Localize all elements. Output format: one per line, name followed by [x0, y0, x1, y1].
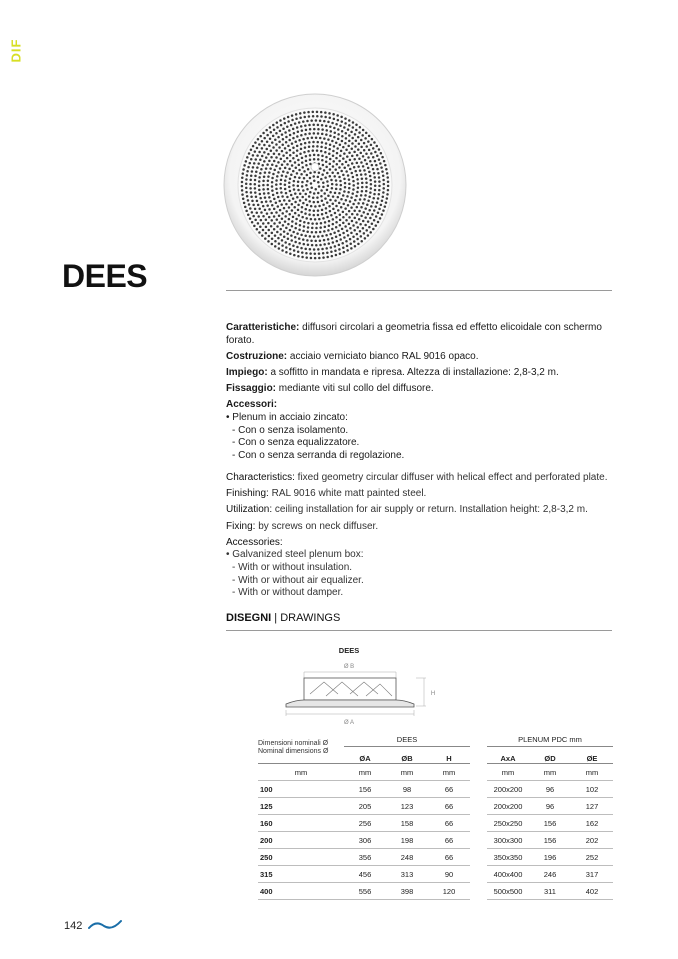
- table-cell: 205: [344, 798, 386, 815]
- table-cell: 196: [529, 849, 571, 866]
- characteristics-paragraph: [226, 472, 618, 485]
- impiego-text: a soffitto in mandata e ripresa. Altezza di installazione: 2,8-3,2 m.: [267, 366, 559, 378]
- drawings-heading-it: DISEGNI: [226, 612, 272, 624]
- table-cell: 300x300: [487, 832, 529, 849]
- page-number: 142: [64, 920, 83, 932]
- impiego-paragraph: [226, 367, 618, 380]
- table-row: [487, 798, 613, 815]
- plenum-group-header: PLENUM PDC mm: [487, 732, 613, 747]
- dees-dimensions-table: [258, 732, 470, 900]
- table-cell: 400: [258, 883, 344, 900]
- finishing-label: Finishing:: [226, 488, 269, 500]
- column-header: ØA: [359, 754, 371, 763]
- table-cell: 90: [428, 866, 470, 883]
- table-cell: 311: [529, 883, 571, 900]
- table-cell: 315: [258, 866, 344, 883]
- drawing-title: DEES: [338, 646, 360, 655]
- accessories-item: - With or without insulation.: [232, 561, 353, 573]
- table-cell: 246: [529, 866, 571, 883]
- caratteristiche-label: Caratteristiche:: [226, 322, 300, 333]
- table-cell: 66: [428, 815, 470, 832]
- fixing-text: by screws on neck diffuser.: [255, 520, 379, 532]
- table-cell: 306: [344, 832, 386, 849]
- table-cell: 100: [258, 781, 344, 798]
- dees-group-header: DEES: [344, 732, 470, 747]
- plenum-dimensions-table: [487, 732, 613, 900]
- description-italian: [226, 322, 618, 462]
- accessori-item: - Con o senza equalizzatore.: [232, 437, 360, 449]
- drawings-heading-separator: |: [271, 612, 281, 624]
- table-cell: 456: [344, 866, 386, 883]
- table-cell: 102: [571, 781, 613, 798]
- costruzione-paragraph: [226, 351, 618, 364]
- table-cell: 96: [529, 781, 571, 798]
- dimension-b-label: Ø B: [343, 664, 355, 670]
- table-row: [487, 832, 613, 849]
- finishing-paragraph: [226, 488, 618, 501]
- product-photo: [222, 92, 408, 278]
- utilization-text: ceiling installation for air supply or return. Installation height: 2,8-3,2 m.: [272, 504, 588, 516]
- table-cell: 120: [428, 883, 470, 900]
- dimension-h-label: H: [430, 691, 436, 697]
- fissaggio-paragraph: [226, 383, 618, 396]
- section-tab-label: DIF: [8, 38, 24, 62]
- drawings-heading-en: DRAWINGS: [280, 612, 341, 624]
- column-header: AxA: [500, 754, 516, 763]
- costruzione-text: acciaio verniciato bianco RAL 9016 opaco.: [287, 350, 479, 362]
- table-cell: 248: [386, 849, 428, 866]
- table-cell: 398: [386, 883, 428, 900]
- drawings-heading: [226, 612, 340, 624]
- drawings-divider: [226, 630, 612, 631]
- table-cell: 356: [344, 849, 386, 866]
- table-row: [487, 866, 613, 883]
- unit-cell: mm: [529, 764, 571, 781]
- accessori-item: - Con o senza isolamento.: [232, 424, 349, 436]
- table-cell: 200x200: [487, 798, 529, 815]
- fissaggio-text: mediante viti sul collo del diffusore.: [276, 383, 434, 395]
- table-cell: 198: [386, 832, 428, 849]
- unit-cell: mm: [258, 764, 344, 781]
- table-cell: 125: [258, 798, 344, 815]
- table-row: [487, 849, 613, 866]
- accessori-label: Accessori:: [226, 399, 278, 411]
- title-divider: [226, 290, 612, 291]
- table-cell: 156: [344, 781, 386, 798]
- table-row: [258, 866, 470, 883]
- dimension-a-label: Ø A: [343, 720, 355, 726]
- table-row: [258, 781, 470, 798]
- product-title: DEES: [62, 258, 148, 294]
- table-cell: 402: [571, 883, 613, 900]
- finishing-text: RAL 9016 white matt painted steel.: [268, 488, 427, 500]
- characteristics-text: fixed geometry circular diffuser with helical effect and perforated plate.: [294, 472, 608, 483]
- table-cell: 98: [386, 781, 428, 798]
- unit-cell: mm: [487, 764, 529, 781]
- description-english: [226, 472, 618, 600]
- fissaggio-label: Fissaggio:: [226, 383, 277, 395]
- table-row: [258, 798, 470, 815]
- diffuser-rim: [286, 700, 414, 707]
- accessories-item: - With or without air equalizer.: [232, 574, 364, 586]
- dimensions-caption-it: Dimensioni nominali Ø: [258, 739, 329, 747]
- table-row: [487, 815, 613, 832]
- accessories-item: - With or without damper.: [232, 587, 344, 599]
- table-cell: 66: [428, 832, 470, 849]
- accessori-item: - Con o senza serranda di regolazione.: [232, 449, 405, 461]
- accessori-block: [226, 399, 618, 462]
- table-row: [258, 815, 470, 832]
- table-cell: 200x200: [487, 781, 529, 798]
- table-cell: 66: [428, 798, 470, 815]
- table-cell: 313: [386, 866, 428, 883]
- impiego-label: Impiego:: [226, 366, 268, 378]
- unit-cell: mm: [428, 764, 470, 781]
- column-header: ØB: [401, 754, 413, 763]
- brand-logo-icon: [88, 918, 122, 932]
- unit-cell: mm: [344, 764, 386, 781]
- utilization-label: Utilization:: [226, 504, 273, 516]
- table-row: [487, 781, 613, 798]
- table-cell: 123: [386, 798, 428, 815]
- table-cell: 250x250: [487, 815, 529, 832]
- technical-drawing: [266, 644, 446, 730]
- table-cell: 96: [529, 798, 571, 815]
- table-cell: 556: [344, 883, 386, 900]
- table-cell: 156: [529, 815, 571, 832]
- table-cell: 400x400: [487, 866, 529, 883]
- accessories-item: • Galvanized steel plenum box:: [226, 549, 364, 561]
- table-cell: 158: [386, 815, 428, 832]
- table-cell: 500x500: [487, 883, 529, 900]
- fixing-paragraph: [226, 521, 618, 534]
- caratteristiche-text: diffusori circolari a geometria fissa ed effetto elicoidale con schermo forato.: [226, 322, 602, 346]
- table-cell: 317: [571, 866, 613, 883]
- table-cell: 162: [571, 815, 613, 832]
- unit-cell: mm: [386, 764, 428, 781]
- column-header: ØD: [544, 754, 556, 763]
- table-row: [258, 883, 470, 900]
- utilization-paragraph: [226, 504, 618, 517]
- table-row: [487, 883, 613, 900]
- fixing-label: Fixing:: [226, 520, 256, 532]
- table-cell: 156: [529, 832, 571, 849]
- table-cell: 200: [258, 832, 344, 849]
- characteristics-label: Characteristics:: [226, 472, 295, 483]
- table-cell: 252: [571, 849, 613, 866]
- table-cell: 127: [571, 798, 613, 815]
- dimensions-caption-en: Nominal dimensions Ø: [258, 747, 329, 755]
- table-cell: 256: [344, 815, 386, 832]
- unit-cell: mm: [571, 764, 613, 781]
- accessories-block: [226, 537, 618, 600]
- accessori-item: • Plenum in acciaio zincato:: [226, 411, 348, 423]
- table-cell: 66: [428, 781, 470, 798]
- costruzione-label: Costruzione:: [226, 350, 288, 362]
- table-cell: 350x350: [487, 849, 529, 866]
- column-header: H: [446, 754, 452, 763]
- table-cell: 202: [571, 832, 613, 849]
- table-row: [258, 849, 470, 866]
- caratteristiche-paragraph: [226, 322, 618, 347]
- column-header: ØE: [586, 754, 598, 763]
- dimensions-caption: [258, 732, 344, 764]
- table-row: [258, 832, 470, 849]
- table-cell: 250: [258, 849, 344, 866]
- section-tab: [8, 34, 24, 66]
- table-cell: 66: [428, 849, 470, 866]
- table-cell: 160: [258, 815, 344, 832]
- accessories-label: Accessories:: [226, 536, 283, 548]
